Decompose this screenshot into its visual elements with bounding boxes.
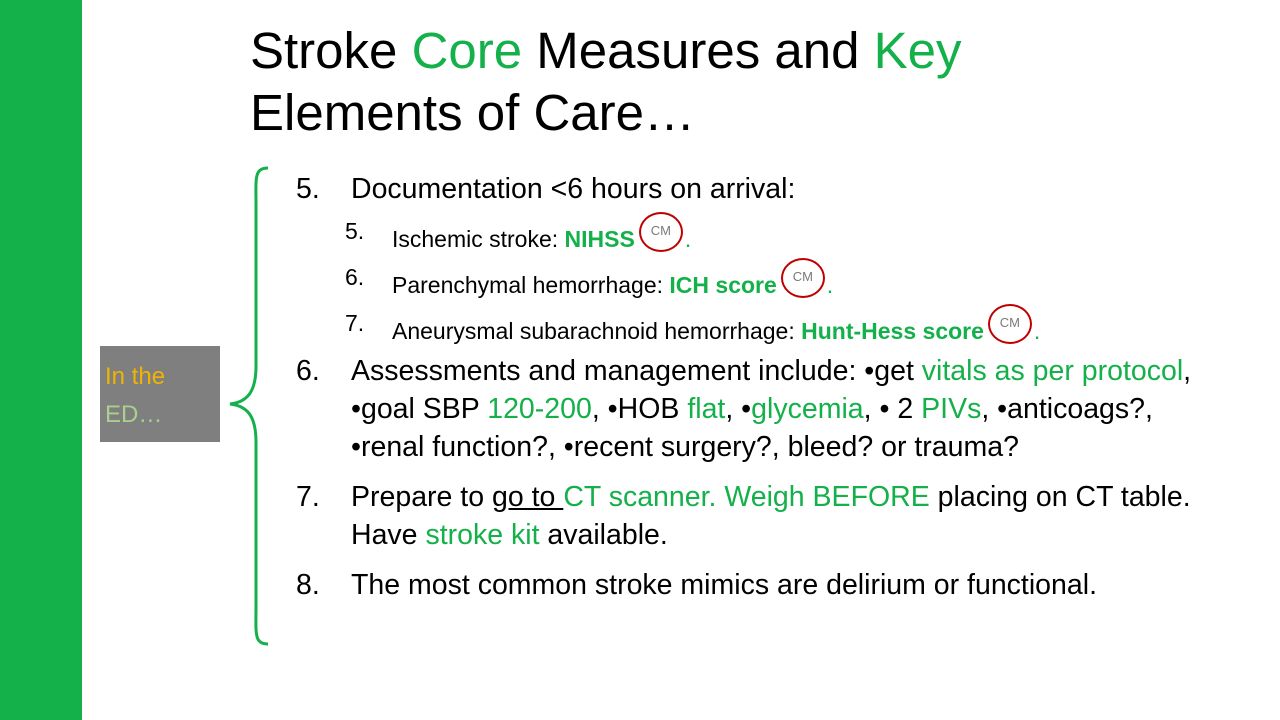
sublist [345, 212, 1216, 350]
list-number: 6. [296, 355, 320, 387]
list-number: 8. [296, 569, 320, 601]
ed-label-box [100, 346, 220, 442]
measures-list [296, 170, 1216, 604]
list-text: The most common stroke mimics are delirium or functional. [351, 569, 1097, 601]
sublist-item-parenchymal: 6. Parenchymal hemorrhage: ICH score CM . [345, 258, 1216, 304]
slide-title: Stroke Core Measures and Key Elements of Care… [250, 22, 962, 141]
cm-badge: CM [639, 212, 683, 252]
list-item-assessments [296, 352, 1216, 466]
sublist-text: Parenchymal hemorrhage: [392, 272, 670, 298]
cm-badge: CM [781, 258, 825, 298]
list-number: 5. [296, 173, 320, 205]
curly-brace [226, 166, 272, 648]
sublist-text: Ischemic stroke: [392, 226, 565, 252]
sublist-item-ischemic: 5. Ischemic stroke: NIHSS CM . [345, 212, 1216, 258]
nihss-term: NIHSS [564, 226, 635, 252]
sublist-number: 7. [345, 310, 365, 336]
cm-badge: CM [988, 304, 1032, 344]
ed-label-line1: In the [105, 363, 166, 390]
sublist-text: Aneurysmal subarachnoid hemorrhage: [392, 318, 802, 344]
list-item-mimics [296, 566, 1216, 604]
list-text: Assessments and management include: •get vitals as per protocol, •goal SBP 120-200, •HOB flat, •glycemia, • 2 PIVs, •anticoags?, •renal function?, •recent surgery?, bleed? or trauma? [351, 355, 1192, 463]
sublist-number: 6. [345, 264, 365, 290]
sublist-item-aneurysmal: 7. Aneurysmal subarachnoid hemorrhage: Hunt-Hess score CM . [345, 304, 1216, 350]
list-number: 7. [296, 481, 320, 513]
sublist-number: 5. [345, 218, 365, 244]
ich-score-term: ICH score [669, 272, 777, 298]
accent-bar [0, 0, 82, 720]
list-text: Prepare to go to CT scanner. Weigh BEFORE placing on CT table. Have stroke kit available. [351, 481, 1191, 551]
list-item-prepare-ct [296, 478, 1216, 554]
list-text: Documentation <6 hours on arrival: [351, 173, 796, 205]
ed-label-line2: ED… [105, 401, 163, 428]
hunt-hess-term: Hunt-Hess score [801, 318, 984, 344]
list-item-documentation [296, 170, 1216, 208]
